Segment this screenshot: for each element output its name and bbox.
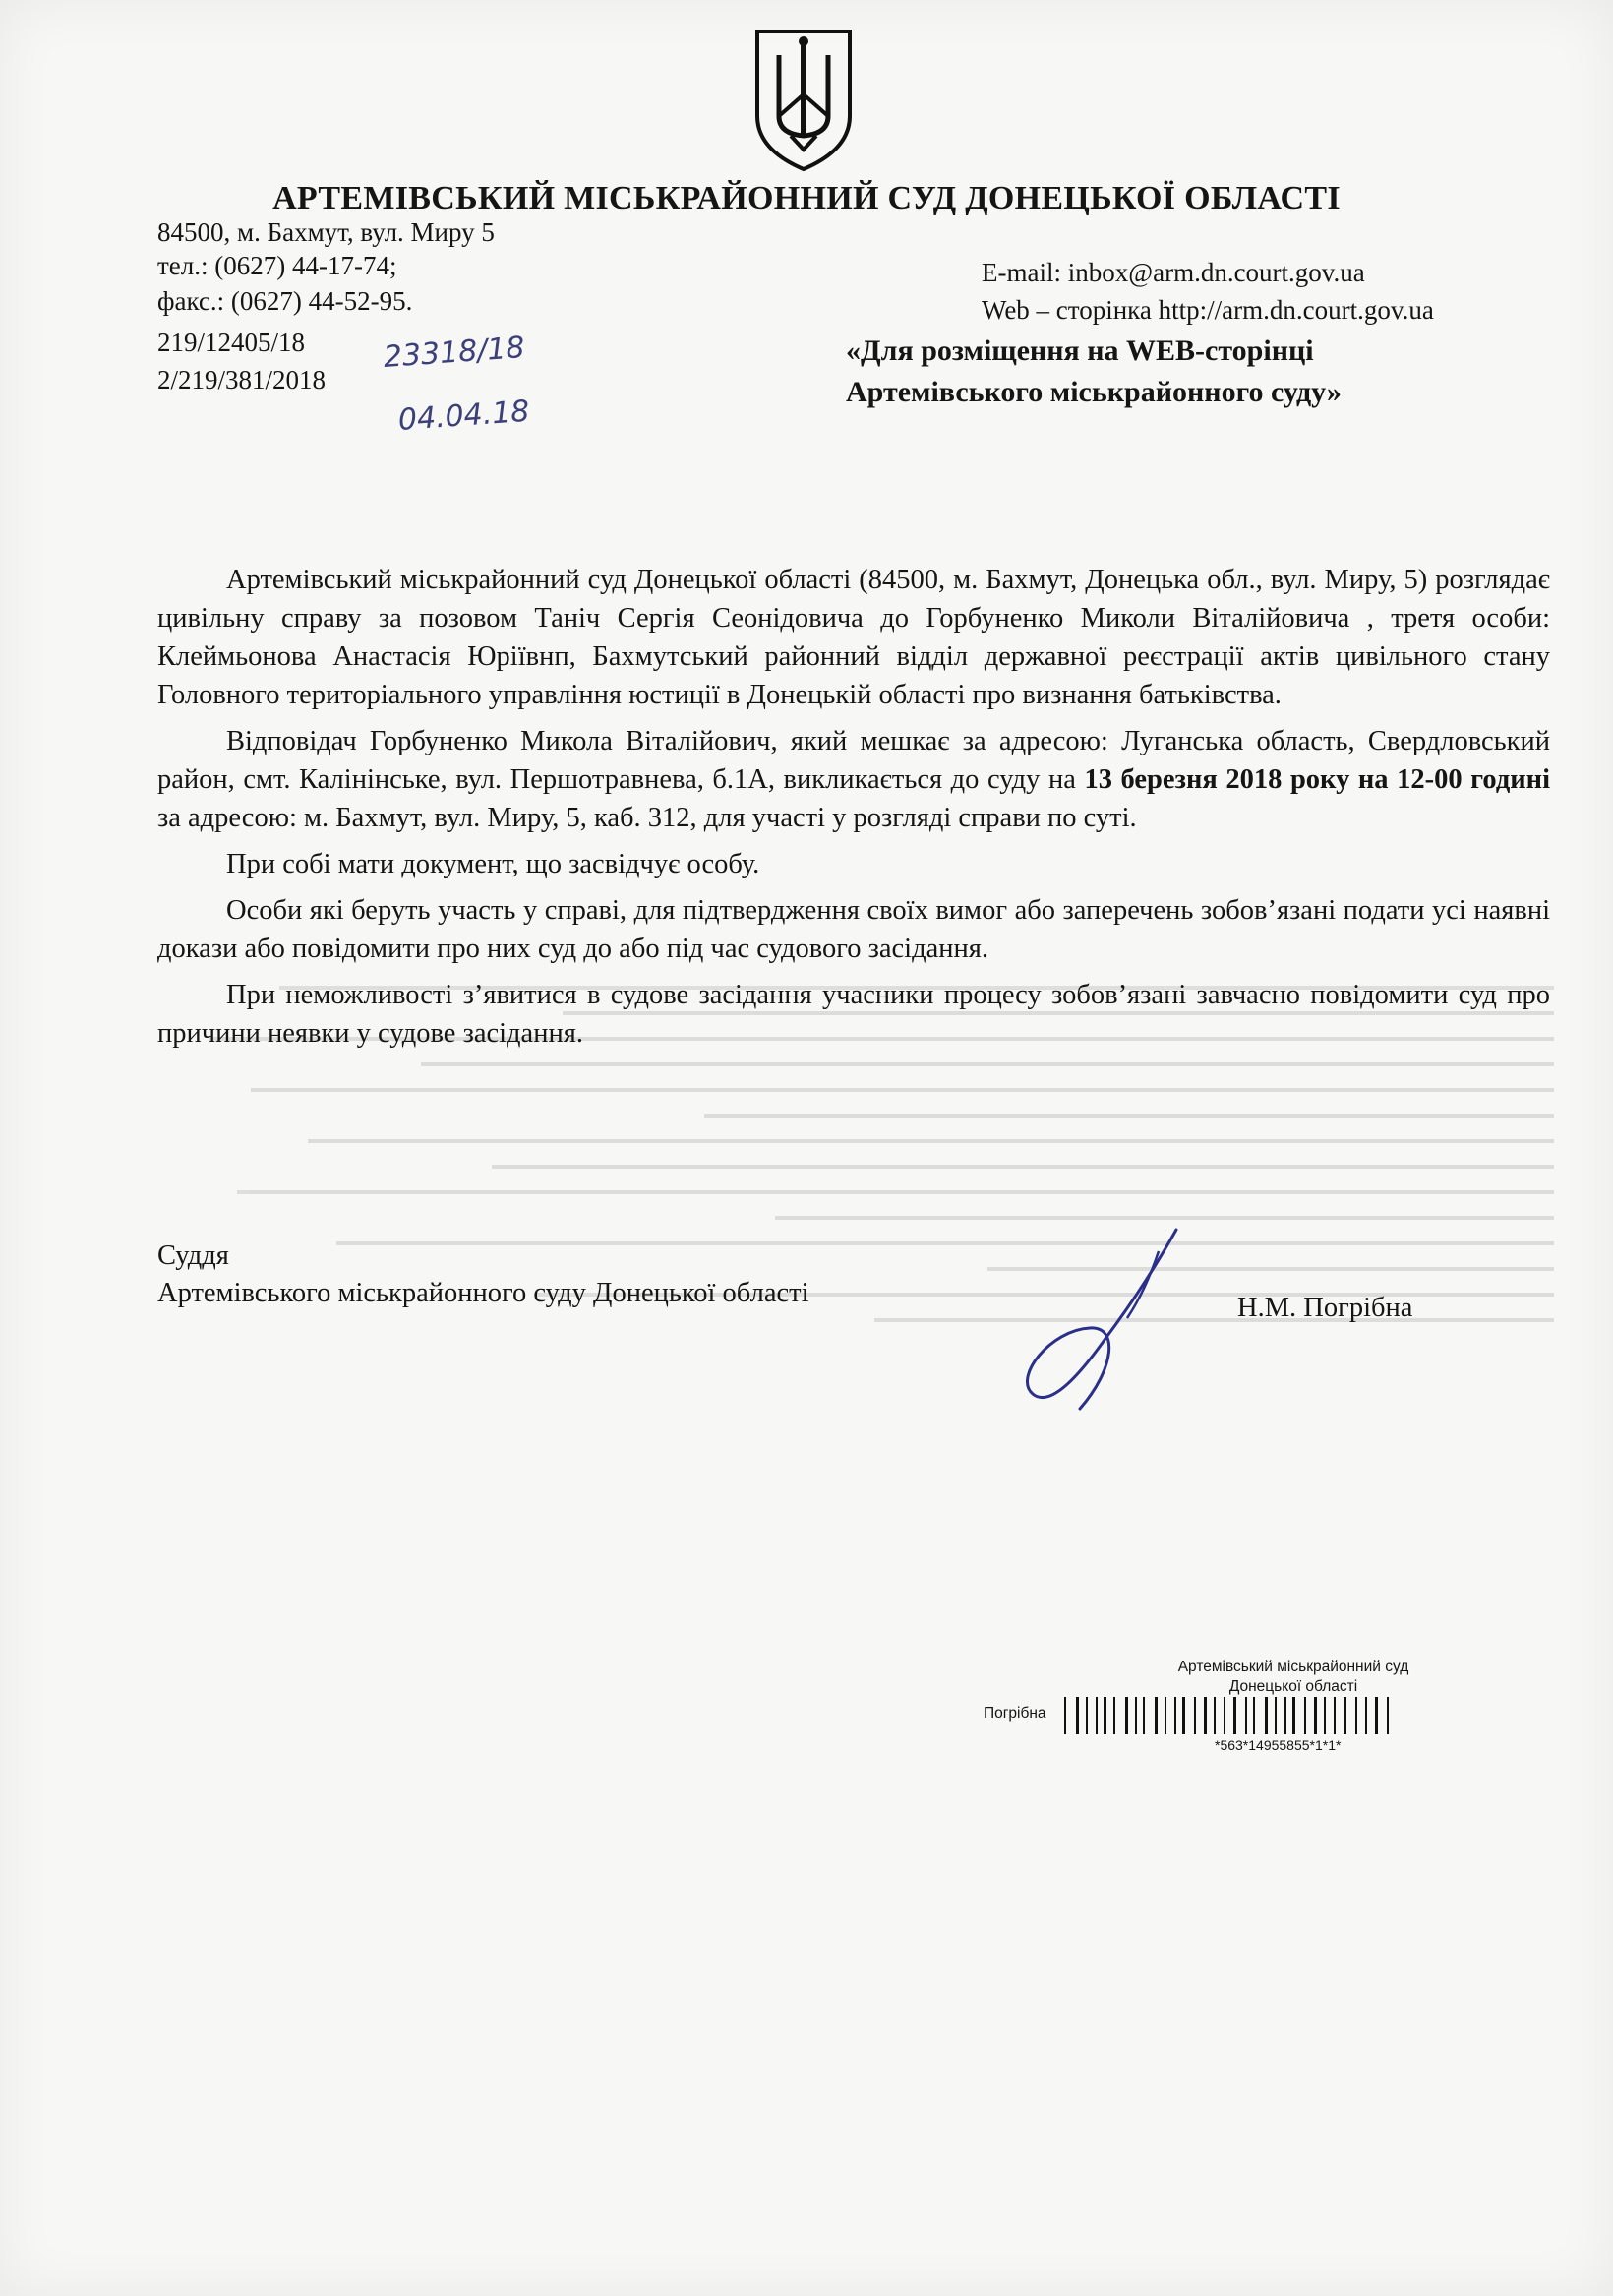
hearing-date-time: 13 березня 2018 року на 12-00 годині — [1084, 764, 1550, 795]
publication-note-line-2: Артемівського міськрайонного суду» — [846, 376, 1342, 408]
handwritten-registration-number: 23318/18 — [382, 331, 526, 375]
court-address: 84500, м. Бахмут, вул. Миру 5 — [157, 217, 495, 247]
handwritten-signature — [1011, 1222, 1188, 1438]
paragraph-absence-notice: При неможливості з’явитися в судове засідання учасники процесу зобов’язані завчасно повідомити суд про причини неявки у судове засідання. — [157, 980, 1550, 1049]
court-name-heading: АРТЕМІВСЬКИЙ МІСЬКРАЙОННИЙ СУД ДОНЕЦЬКОЇ ОБЛАСТІ — [272, 180, 1341, 216]
paragraph-summons — [157, 722, 1550, 837]
case-number-2: 2/219/381/2018 — [157, 365, 327, 394]
judge-name: Н.М. Погрібна — [1237, 1293, 1413, 1323]
coat-of-arms-icon — [749, 26, 858, 173]
stamp-region-line: Донецької області — [1228, 1678, 1358, 1695]
stamp-court-line: Артемівський міськрайонний суд — [1177, 1659, 1409, 1675]
summons-text-end: за адресою: м. Бахмут, вул. Миру, 5, каб. 312, для участі у розгляді справи по суті. — [157, 803, 1137, 833]
barcode-number: *563*14955855*1*1* — [1215, 1737, 1342, 1753]
publication-note-line-1: «Для розміщення на WEB-сторінці — [846, 334, 1314, 367]
publication-note — [846, 331, 1342, 413]
court-phone: тел.: (0627) 44-17-74; — [157, 251, 397, 280]
signature-block — [157, 1238, 809, 1312]
barcode-icon — [1064, 1697, 1394, 1734]
judge-court: Артемівського міськрайонного суду Донецької області — [157, 1278, 809, 1308]
stamp-judge-name: Погрібна — [984, 1705, 1046, 1722]
court-website: Web – сторінка http://arm.dn.court.gov.ua — [982, 295, 1434, 325]
case-number-1: 219/12405/18 — [157, 328, 306, 357]
court-stamp — [1165, 1658, 1421, 1697]
paragraph-identity-document: При собі мати документ, що засвідчує особу. — [226, 849, 760, 879]
notice-body — [157, 561, 1550, 1060]
paragraph-evidence: Особи які беруть участь у справі, для підтвердження своїх вимог або заперечень зобов’язані подати усі наявні докази або повідомити про них суд до або під час судового засідання. — [157, 895, 1550, 964]
paragraph-case-description: Артемівський міськрайонний суд Донецької області (84500, м. Бахмут, Донецька обл., вул. Миру, 5) розглядає цивільну справу за позовом Таніч Сергія Сеонідовича до Горбуненко Миколи Віталійовича , третя особи: Клеймьонова Анастасія Юріївнп, Бахмутський районний відділ державної реєстрації актів цивільного стану Головного територіального управління юстиції в Донецькій області про визнання батьківства. — [157, 565, 1550, 710]
court-email: E-mail: inbox@arm.dn.court.gov.ua — [982, 258, 1365, 287]
summons-text-start: Відповідач Горбуненко Микола Віталійович, який мешкає за адресою: Луганська область, Свердловський район, смт. Калінінське, вул. Першотравнева, б.1А, викликається до суду на — [157, 726, 1550, 795]
court-fax: факс.: (0627) 44-52-95. — [157, 286, 413, 316]
judge-role: Суддя — [157, 1240, 229, 1271]
handwritten-date: 04.04.18 — [396, 393, 531, 438]
